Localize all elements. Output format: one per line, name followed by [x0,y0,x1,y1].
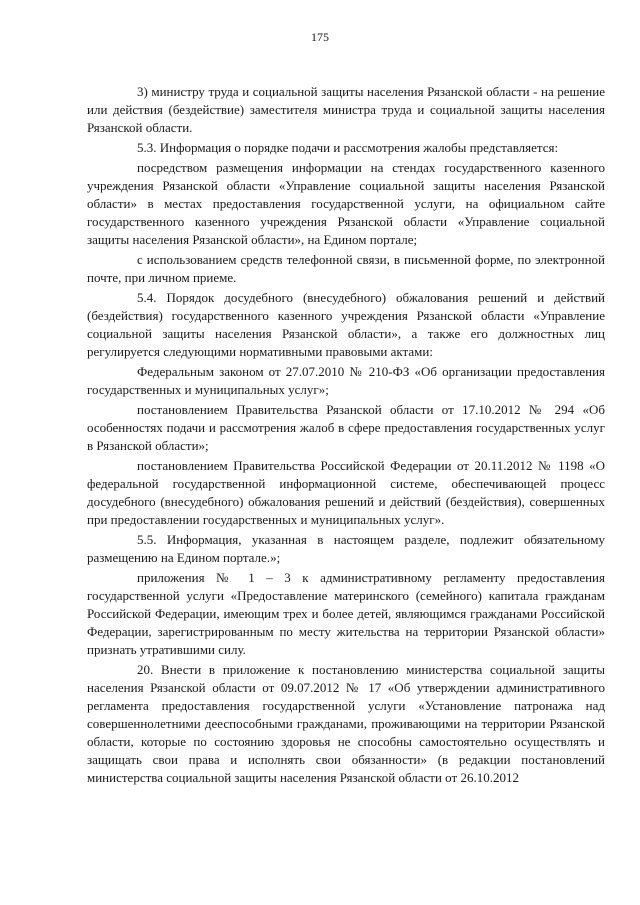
paragraph: 3) министру труда и социальной защиты населения Рязанской области - на решение или действия (бездействие) заместителя министра труда и социальной защиты населения Рязанской области. [87,84,605,135]
paragraph: постановлением Правительства Рязанской области от 17.10.2012 № 294 «Об особенностях подачи и рассмотрения жалоб в сфере предоставления государственных услуг в Рязанской области»; [87,402,605,453]
paragraph: 20. Внести в приложение к постановлению министерства социальной защиты населения Рязанской области от 09.07.2012 № 17 «Об утверждении административного регламента предоставления государственной услуги «Установление патронажа над совершеннолетними дееспособными гражданами, проживающими на территории Рязанской области, которые по состоянию здоровья не способны самостоятельно осуществлять и защищать свои права и исполнять свои обязанности» (в редакции постановлений министерства социальной защиты населения Рязанской области от 26.10.2012 [87,662,605,785]
document-body [87,83,605,787]
paragraph: 5.4. Порядок досудебного (внесудебного) обжалования решений и действий (бездействия) государственного казенного учреждения Рязанской области «Управление социальной защиты населения Рязанской области», а также его должностных лиц регулируется следующими нормативными правовыми актами: [87,290,605,359]
page-number: 175 [311,30,329,44]
paragraph: 5.5. Информация, указанная в настоящем разделе, подлежит обязательному размещению на Едином портале.»; [87,532,605,565]
paragraph: приложения № 1 – 3 к административному регламенту предоставления государственной услуги «Предоставление материнского (семейного) капитала гражданам Российской Федерации, имеющим трех и более детей, являющимся гражданами Российской Федерации, зарегистрированным по месту жительства на территории Рязанской области» признать утратившими силу. [87,570,605,657]
paragraph: постановлением Правительства Российской Федерации от 20.11.2012 № 1198 «О федеральной государственной информационной системе, обеспечивающей процесс досудебного (внесудебного) обжалования решений и действий (бездействия), совершенных при предоставлении государственных и муниципальных услуг». [87,458,605,527]
paragraph: посредством размещения информации на стендах государственного казенного учреждения Рязанской области «Управление социальной защиты населения Рязанской области» в местах предоставления государственной услуги, на официальном сайте государственного казенного учреждения Рязанской области «Управление социальной защиты населения Рязанской области», на Едином портале; [87,160,605,247]
paragraph: с использованием средств телефонной связи, в письменной форме, по электронной почте, при личном приеме. [87,252,605,285]
paragraph: Федеральным законом от 27.07.2010 № 210-ФЗ «Об организации предоставления государственных и муниципальных услуг»; [87,364,605,397]
paragraph: 5.3. Информация о порядке подачи и рассмотрения жалобы представляется: [137,140,559,155]
